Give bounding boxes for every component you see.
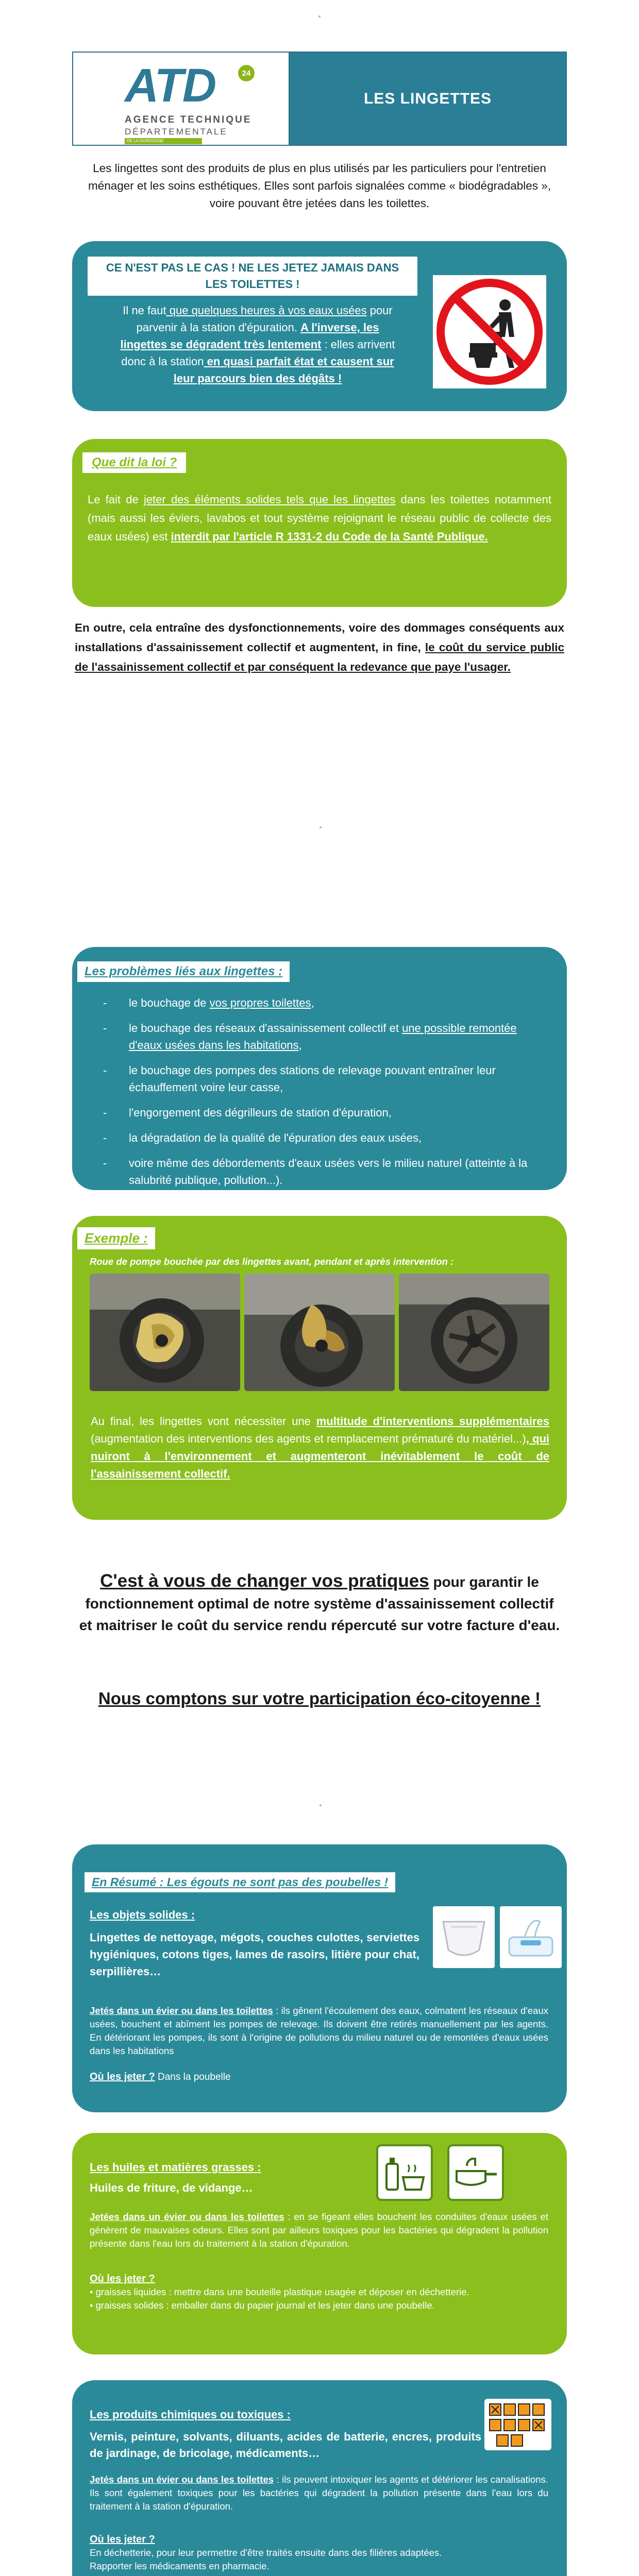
law-box [72,439,567,607]
warning-box [72,241,567,411]
chemicals-text: Jetés dans un évier ou dans les toilettes : ils peuvent intoxiquer les agents et détériorer les canalisations. Ils sont également toxiques pour les bactéries qui dégradent la pollution présente dans l'eau lors du traitement à la station d'épuration. [90,2474,548,2512]
list-item: - le bouchage des pompes des stations de relevage pouvant entraîner leur échauffement voire leur casse, [103,1062,546,1096]
solids-items: Lingettes de nettoyage, mégots, couches culottes, serviettes hygiéniques, cotons tiges, lames de rasoirs, litière pour chat, serpillières… [90,1931,419,1978]
page-dot [320,826,322,828]
chemicals-where: Où les jeter ? En déchetterie, pour leur permettre d'être traités ensuite dans des filières adaptées. Rapporter les médicaments en pharmacie. [90,2534,442,2571]
page-header [72,52,567,146]
summary-fats-box [72,2133,567,2354]
example-text: Au final, les lingettes vont nécessiter une multitude d'interventions supplémentaires (augmentation des interventions des agents et remplacement prématuré du matériel...), qui nuiront à l'environnement et augmenteront inévitablement le coût de l'assainissement collectif. [91,1415,550,1480]
warning-heading: CE N'EST PAS LE CAS ! NE LES JETEZ JAMAIS DANS LES TOILETTES ! [88,257,417,296]
page-title: LES LINGETTES [363,90,492,107]
logo-line1: AGENCE TECHNIQUE [125,114,252,125]
call-to-action: C'est à vous de changer vos pratiques pour garantir le fonctionnement optimal de notre système d'assainissement collectif et maitriser le coût du service rendu répercuté sur votre facture d'eau. [79,1571,560,1633]
list-item: - voire même des débordements d'eaux usées vers le milieu naturel (atteinte à la salubrité publique, pollution...). [103,1155,546,1189]
fats-where: Où les jeter ? • graisses liquides : mettre dans une bouteille plastique usagée et déposer en déchetterie. • graisses solides : emballer dans du papier journal et les jeter dans une poubelle. [90,2273,469,2311]
no-toilet-dumping-icon [433,275,546,388]
logo-badge: 24 [238,65,255,81]
participation-slogan: Nous comptons sur votre participation éco-citoyenne ! [98,1689,541,1708]
example-box [72,1216,567,1520]
problems-heading: Les problèmes liés aux lingettes : [77,961,290,982]
chemicals-title: Les produits chimiques ou toxiques : [90,2408,291,2421]
fats-text: Jetées dans un évier ou dans les toilettes : en se figeant elles bouchent les conduites d'eaux usées et génèrent de mauvaises odeurs. Elles sont par ailleurs toxiques pour les bactéries qui dégradent la pollution présente dans l'eau lors du traitement à la station d'épuration. [90,2211,548,2249]
list-item: - la dégradation de la qualité de l'épuration des eaux usées, [103,1129,546,1146]
fats-title: Les huiles et matières grasses : [90,2161,261,2174]
wipes-icon [500,1906,562,1968]
solids-text: Jetés dans un évier ou dans les toilettes : ils gênent l'écoulement des eaux, colmatent les réseaux d'eaux usées, bouchent et abîment les pompes de relevage. Ils doivent être retirés manuellement par les agents. En détériorant les pompes, ils sont à l'origine de pollutions du milieu naturel ou de remontées d'eaux usées dans les habitations [90,2005,548,2056]
summary-chemicals-box [72,2380,567,2576]
logo-line2: DÉPARTEMENTALE [125,127,228,137]
problems-list [103,994,546,1197]
solids-title: Les objets solides : [90,1908,195,1921]
example-heading: Exemple : [77,1227,155,1249]
fats-items: Huiles de friture, de vidange… [90,2181,253,2194]
list-item: - le bouchage des réseaux d'assainissement collectif et une possible remontée d'eaux usées dans les habitations, [103,1020,546,1054]
law-text: Le fait de jeter des éléments solides tels que les lingettes dans les toilettes notamment (mais aussi les éviers, lavabos et tout système rejoignant le réseau public de collecte des eaux usées) est interdit par l'article R 1331-2 du Code de la Santé Publique. [88,493,552,543]
oil-bottle-icon [376,2144,433,2201]
atd-logo [73,53,290,145]
example-caption: Roue de pompe bouchée par des lingettes avant, pendant et après intervention : [90,1256,454,1267]
summary-solids-box [72,1844,567,2112]
summary-heading: En Résumé : Les égouts ne sont pas des poubelles ! [85,1872,395,1892]
page-dot [318,15,321,18]
frying-pan-icon [447,2144,504,2201]
list-item: - le bouchage de vos propres toilettes, [103,994,546,1011]
title-banner [290,53,566,145]
problems-box [72,947,567,1190]
warning-text: Il ne faut que quelques heures à vos eaux usées pour parvenir à la station d'épuration. A l'inverse, les lingettes se dégradent très lentement : elles arrivent donc à la station en quasi parfait état et causent sur leur parcours bien des dégâts ! [120,304,395,385]
list-item: - l'engorgement des dégrilleurs de station d'épuration, [103,1104,546,1121]
consequences-text: En outre, cela entraîne des dysfonctionnements, voire des dommages conséquents aux installations d'assainissement collectif et augmentent, in fine, le coût du service public de l'assainissement collectif et par conséquent la redevance que paye l'usager. [75,621,564,673]
solids-where: Où les jeter ? Dans la poubelle [90,2071,231,2082]
logo-line3: DE LA DORDOGNE [125,138,202,144]
pump-photo-during [244,1274,395,1391]
chemicals-items: Vernis, peinture, solvants, diluants, acides de batterie, encres, produits de jardinage, de bricolage, médicaments… [90,2430,481,2460]
pump-photo-after [399,1274,549,1391]
logo-letters: ATD [125,59,216,112]
hazard-symbols-icon [484,2399,551,2450]
intro-text: Les lingettes sont des produits de plus en plus utilisés par les particuliers pour l'entretien ménager et les soins esthétiques. Elles sont parfois signalées comme « biodégradables », voire pouvant être jetées dans les toilettes. [88,162,551,210]
page-dot [320,1804,322,1806]
pump-photo-before [90,1274,240,1391]
diaper-icon [433,1906,495,1968]
law-heading: Que dit la loi ? [82,452,186,473]
